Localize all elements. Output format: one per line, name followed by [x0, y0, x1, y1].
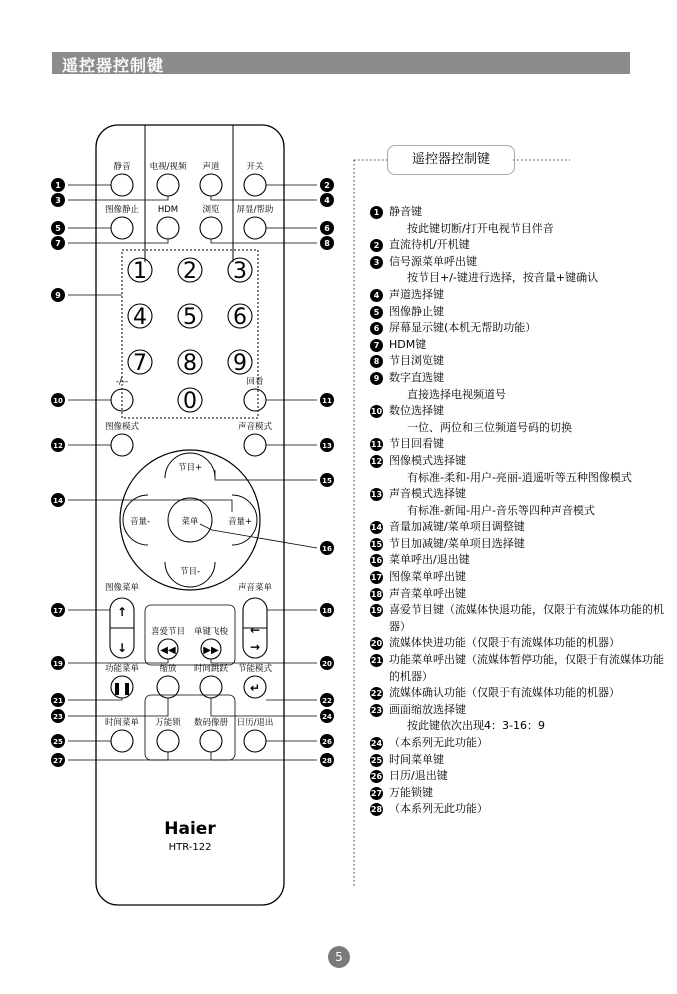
item-title: 音量加减键/菜单项目调整键: [389, 520, 525, 534]
list-item: [370, 652, 670, 685]
remote-outline: [96, 125, 284, 905]
display-button[interactable]: [244, 217, 266, 239]
item-text: [389, 586, 670, 603]
item-text: [389, 204, 670, 237]
item-text: [389, 536, 670, 553]
item-text: [389, 237, 670, 254]
fav-label: 喜爱节目: [150, 627, 186, 637]
item-title: 流媒体确认功能（仅限于有流媒体功能的机器）: [389, 686, 620, 700]
callout-number: 8: [324, 239, 330, 248]
list-item: [370, 685, 670, 702]
list-item: [370, 519, 670, 536]
ch_up-label: 节目+: [177, 463, 203, 473]
item-text: [389, 785, 670, 802]
callout-number: 6: [324, 224, 330, 233]
d2-label: 2: [183, 259, 197, 284]
lock-label: 万能锁: [155, 718, 181, 728]
item-title: 屏幕显示键(本机无帮助功能）: [389, 321, 537, 335]
mute-label: 静音: [113, 162, 131, 172]
item-title: 静音键: [389, 205, 422, 218]
arrow-right-icon: →: [249, 640, 261, 654]
item-title: 声音菜单呼出键: [389, 586, 466, 600]
item-number-badge: 24: [370, 739, 383, 748]
item-title: 节目回看键: [389, 437, 444, 451]
list-item: [370, 287, 670, 304]
rewind-icon: ◀◀: [160, 645, 176, 656]
item-number-badge: 16: [370, 556, 383, 566]
item-title: 声道选择键: [389, 287, 444, 301]
list-item: [370, 586, 670, 603]
callout-number: 12: [53, 442, 63, 450]
power-label: 开关: [246, 162, 264, 172]
pic_menu-label: 图像菜单: [104, 583, 140, 593]
pause-icon: ❚❚: [111, 681, 133, 695]
pic_mode-label: 图像模式: [104, 422, 140, 432]
calendar-label: 日历/退出: [236, 718, 274, 728]
photo-label: 数码像册: [193, 718, 229, 728]
hdm-label: HDM: [157, 205, 179, 215]
item-number-badge: 26: [370, 772, 383, 782]
item-text: [389, 370, 670, 403]
callout-number: 5: [55, 224, 61, 233]
sound-button[interactable]: [200, 174, 222, 196]
d7-label: 7: [133, 351, 147, 376]
item-title: 图像模式选择键: [389, 453, 466, 467]
list-item: [370, 801, 670, 818]
arrow-up-icon: ↑: [116, 605, 128, 619]
item-number-badge: 13: [370, 490, 383, 500]
item-detail: 有标准-柔和-用户-亮丽-逍遥听等五种图像模式: [407, 470, 632, 484]
func_menu-label: 功能菜单: [104, 664, 140, 674]
item-title: 菜单呼出/退出键: [389, 553, 470, 567]
item-number-badge: 7: [370, 339, 383, 352]
item-title: （本系列无此功能）: [389, 802, 488, 816]
function-list: [370, 204, 670, 818]
list-item: [370, 320, 670, 337]
tv_av-button[interactable]: [157, 174, 179, 196]
item-title: 功能菜单呼出键（流媒体暂停功能，仅限于有流媒体功能的机器）: [389, 653, 664, 683]
item-text: [389, 254, 670, 287]
item-title: 节目浏览键: [389, 354, 444, 368]
d3-label: 3: [233, 259, 247, 284]
item-number-badge: 19: [370, 606, 383, 616]
callout-number: 19: [53, 660, 63, 668]
item-number-badge: 10: [370, 407, 383, 417]
item-title: 声音模式选择键: [389, 487, 466, 501]
item-detail: 按此键依次出现4：3-16：9: [407, 719, 545, 733]
d6-label: 6: [233, 305, 247, 330]
item-number-badge: 22: [370, 689, 383, 699]
callout-number: 21: [53, 697, 63, 705]
list-item: [370, 453, 670, 486]
item-number-badge: 3: [370, 256, 383, 269]
freeze-button[interactable]: [111, 217, 133, 239]
item-number-badge: 1: [370, 206, 383, 219]
item-text: [389, 353, 670, 370]
item-text: [389, 453, 670, 486]
list-item: [370, 602, 670, 635]
callout-number: 18: [322, 607, 332, 615]
recall-label: 回看: [246, 377, 264, 387]
d4-label: 4: [133, 305, 147, 330]
item-title: 日历/退出键: [389, 769, 448, 783]
item-number-badge: 17: [370, 573, 383, 583]
item-text: [389, 685, 670, 702]
page-title: 遥控器控制键: [62, 56, 165, 75]
item-number-badge: 21: [370, 656, 383, 666]
d1-label: 1: [133, 259, 147, 284]
mute-button[interactable]: [111, 174, 133, 196]
item-text: [389, 752, 670, 769]
item-detail: 按节目+/-键进行选择，按音量+键确认: [407, 271, 599, 285]
item-number-badge: 18: [370, 589, 383, 599]
callout-number: 25: [53, 738, 63, 746]
list-item: [370, 254, 670, 287]
item-text: [389, 552, 670, 569]
callout-number: 2: [324, 181, 330, 190]
callout-number: 13: [322, 442, 332, 450]
callout-number: 10: [53, 397, 63, 405]
time_jump-label: 时间跳跃: [193, 664, 229, 674]
d8-label: 8: [183, 351, 197, 376]
item-number-badge: 11: [370, 440, 383, 450]
enter-icon: ↵: [249, 681, 261, 695]
item-number-badge: 23: [370, 705, 383, 715]
list-item: [370, 635, 670, 652]
list-item: [370, 486, 670, 519]
callout-number: 23: [53, 713, 63, 721]
list-item: [370, 204, 670, 237]
callout-number: 16: [322, 545, 332, 553]
lock-button[interactable]: [157, 730, 179, 752]
digit-label: -/--: [115, 377, 129, 387]
item-text: [389, 768, 670, 785]
item-text: [389, 652, 670, 685]
item-title: 喜爱节目键（流媒体快退功能，仅限于有流媒体功能的机器）: [389, 603, 664, 633]
item-number-badge: 25: [370, 755, 383, 765]
item-detail: 按此键切断/打开电视节目伴音: [407, 221, 554, 235]
d0-label: 0: [183, 389, 197, 414]
vol_down-label: 音量-: [129, 517, 151, 527]
item-text: [389, 287, 670, 304]
callout-number: 22: [322, 697, 332, 705]
callout-number: 4: [324, 196, 330, 205]
brand-logo: Haier: [164, 819, 216, 839]
item-text: [389, 304, 670, 321]
callout-number: 26: [322, 738, 332, 746]
item-text: [389, 337, 670, 354]
item-number-badge: 15: [370, 539, 383, 549]
list-item: [370, 552, 670, 569]
eco-label: 节能模式: [237, 664, 273, 674]
list-item: [370, 436, 670, 453]
item-number-badge: 14: [370, 523, 383, 533]
callout-number: 17: [53, 607, 63, 615]
pic_mode-button[interactable]: [111, 434, 133, 456]
list-item: [370, 536, 670, 553]
page-number: 5: [328, 946, 350, 968]
item-text: [389, 702, 670, 735]
item-detail: 直接选择电视频道号: [407, 387, 506, 401]
list-item: [370, 353, 670, 370]
list-item: [370, 370, 670, 403]
item-text: [389, 569, 670, 586]
panel-title: 遥控器控制键: [387, 145, 515, 175]
item-text: [389, 735, 670, 752]
item-number-badge: 8: [370, 355, 383, 368]
item-number-badge: 6: [370, 322, 383, 335]
item-number-badge: 20: [370, 639, 383, 649]
freeze-label: 图像静止: [104, 205, 140, 215]
callout-number: 7: [55, 239, 61, 248]
callout-number: 3: [55, 196, 61, 205]
item-title: 图像菜单呼出键: [389, 570, 466, 584]
d9-label: 9: [233, 351, 247, 376]
item-title: 数字直选键: [389, 370, 444, 384]
item-number-badge: 4: [370, 289, 383, 302]
item-number-badge: 5: [370, 306, 383, 319]
callout-number: 24: [322, 713, 332, 721]
item-number-badge: 12: [370, 456, 383, 466]
callout-number: 1: [55, 181, 61, 190]
snd_menu-label: 声音菜单: [237, 583, 273, 593]
browse-button[interactable]: [200, 217, 222, 239]
item-title: HDM键: [389, 337, 427, 351]
callout-number: 27: [53, 757, 63, 765]
item-title: 流媒体快进功能（仅限于有流媒体功能的机器）: [389, 636, 620, 650]
zoom-label: 缩放: [159, 664, 177, 674]
calendar-button[interactable]: [244, 730, 266, 752]
item-text: [389, 486, 670, 519]
vol_up-label: 音量+: [227, 517, 253, 527]
list-item: [370, 735, 670, 752]
sound-label: 声道: [202, 162, 220, 172]
item-number-badge: 9: [370, 372, 383, 385]
forward-icon: ▶▶: [203, 645, 219, 656]
ch_down-label: 节目-: [179, 567, 201, 577]
list-item: [370, 768, 670, 785]
item-text: [389, 602, 670, 635]
item-title: 万能锁键: [389, 785, 433, 799]
d5-label: 5: [183, 305, 197, 330]
power-button[interactable]: [244, 174, 266, 196]
display-label: 屏显/帮助: [236, 205, 274, 215]
item-title: 图像静止键: [389, 304, 444, 318]
item-title: 画面缩放选择键: [389, 702, 466, 716]
list-item: [370, 569, 670, 586]
callout-number: 9: [55, 291, 61, 300]
menu-label: 菜单: [181, 517, 199, 527]
arrow-left-icon: ←: [249, 623, 261, 637]
item-text: [389, 436, 670, 453]
item-number-badge: 28: [370, 805, 383, 815]
callout-number: 14: [53, 497, 63, 505]
item-title: 数位选择键: [389, 404, 444, 418]
callout-number: 20: [322, 660, 332, 668]
arrow-down-icon: ↓: [116, 641, 128, 655]
list-item: [370, 337, 670, 354]
time_menu-label: 时间菜单: [104, 718, 140, 728]
list-item: [370, 237, 670, 254]
photo-button[interactable]: [200, 730, 222, 752]
browse-label: 浏览: [202, 205, 220, 215]
item-title: 时间菜单键: [389, 752, 444, 766]
time_menu-button[interactable]: [111, 730, 133, 752]
list-item: [370, 752, 670, 769]
hdm-button[interactable]: [157, 217, 179, 239]
item-title: 信号源菜单呼出键: [389, 254, 477, 268]
item-text: [389, 403, 670, 436]
tv_av-label: 电视/视频: [149, 162, 187, 172]
item-number-badge: 2: [370, 239, 383, 252]
snd_mode-label: 声音模式: [237, 422, 273, 432]
item-text: [389, 635, 670, 652]
item-title: 节目加减键/菜单项目选择键: [389, 536, 525, 550]
list-item: [370, 702, 670, 735]
item-detail: 有标准-新闻-用户-音乐等四种声音模式: [407, 503, 595, 517]
item-detail: 一位、两位和三位频道号码的切换: [407, 420, 572, 434]
snd_mode-button[interactable]: [244, 434, 266, 456]
item-text: [389, 801, 670, 818]
item-text: [389, 320, 670, 337]
item-title: 直流待机/开机键: [389, 238, 470, 252]
item-text: [389, 519, 670, 536]
list-item: [370, 403, 670, 436]
list-item: [370, 785, 670, 802]
list-item: [370, 304, 670, 321]
item-title: （本系列无此功能）: [389, 736, 488, 749]
callout-number: 15: [322, 477, 332, 485]
recall-button[interactable]: [244, 389, 266, 411]
callout-number: 28: [322, 757, 332, 765]
skip-label: 单键飞梭: [193, 627, 229, 637]
callout-number: 11: [322, 397, 332, 405]
model-label: HTR-122: [168, 842, 212, 853]
item-number-badge: 27: [370, 788, 383, 798]
